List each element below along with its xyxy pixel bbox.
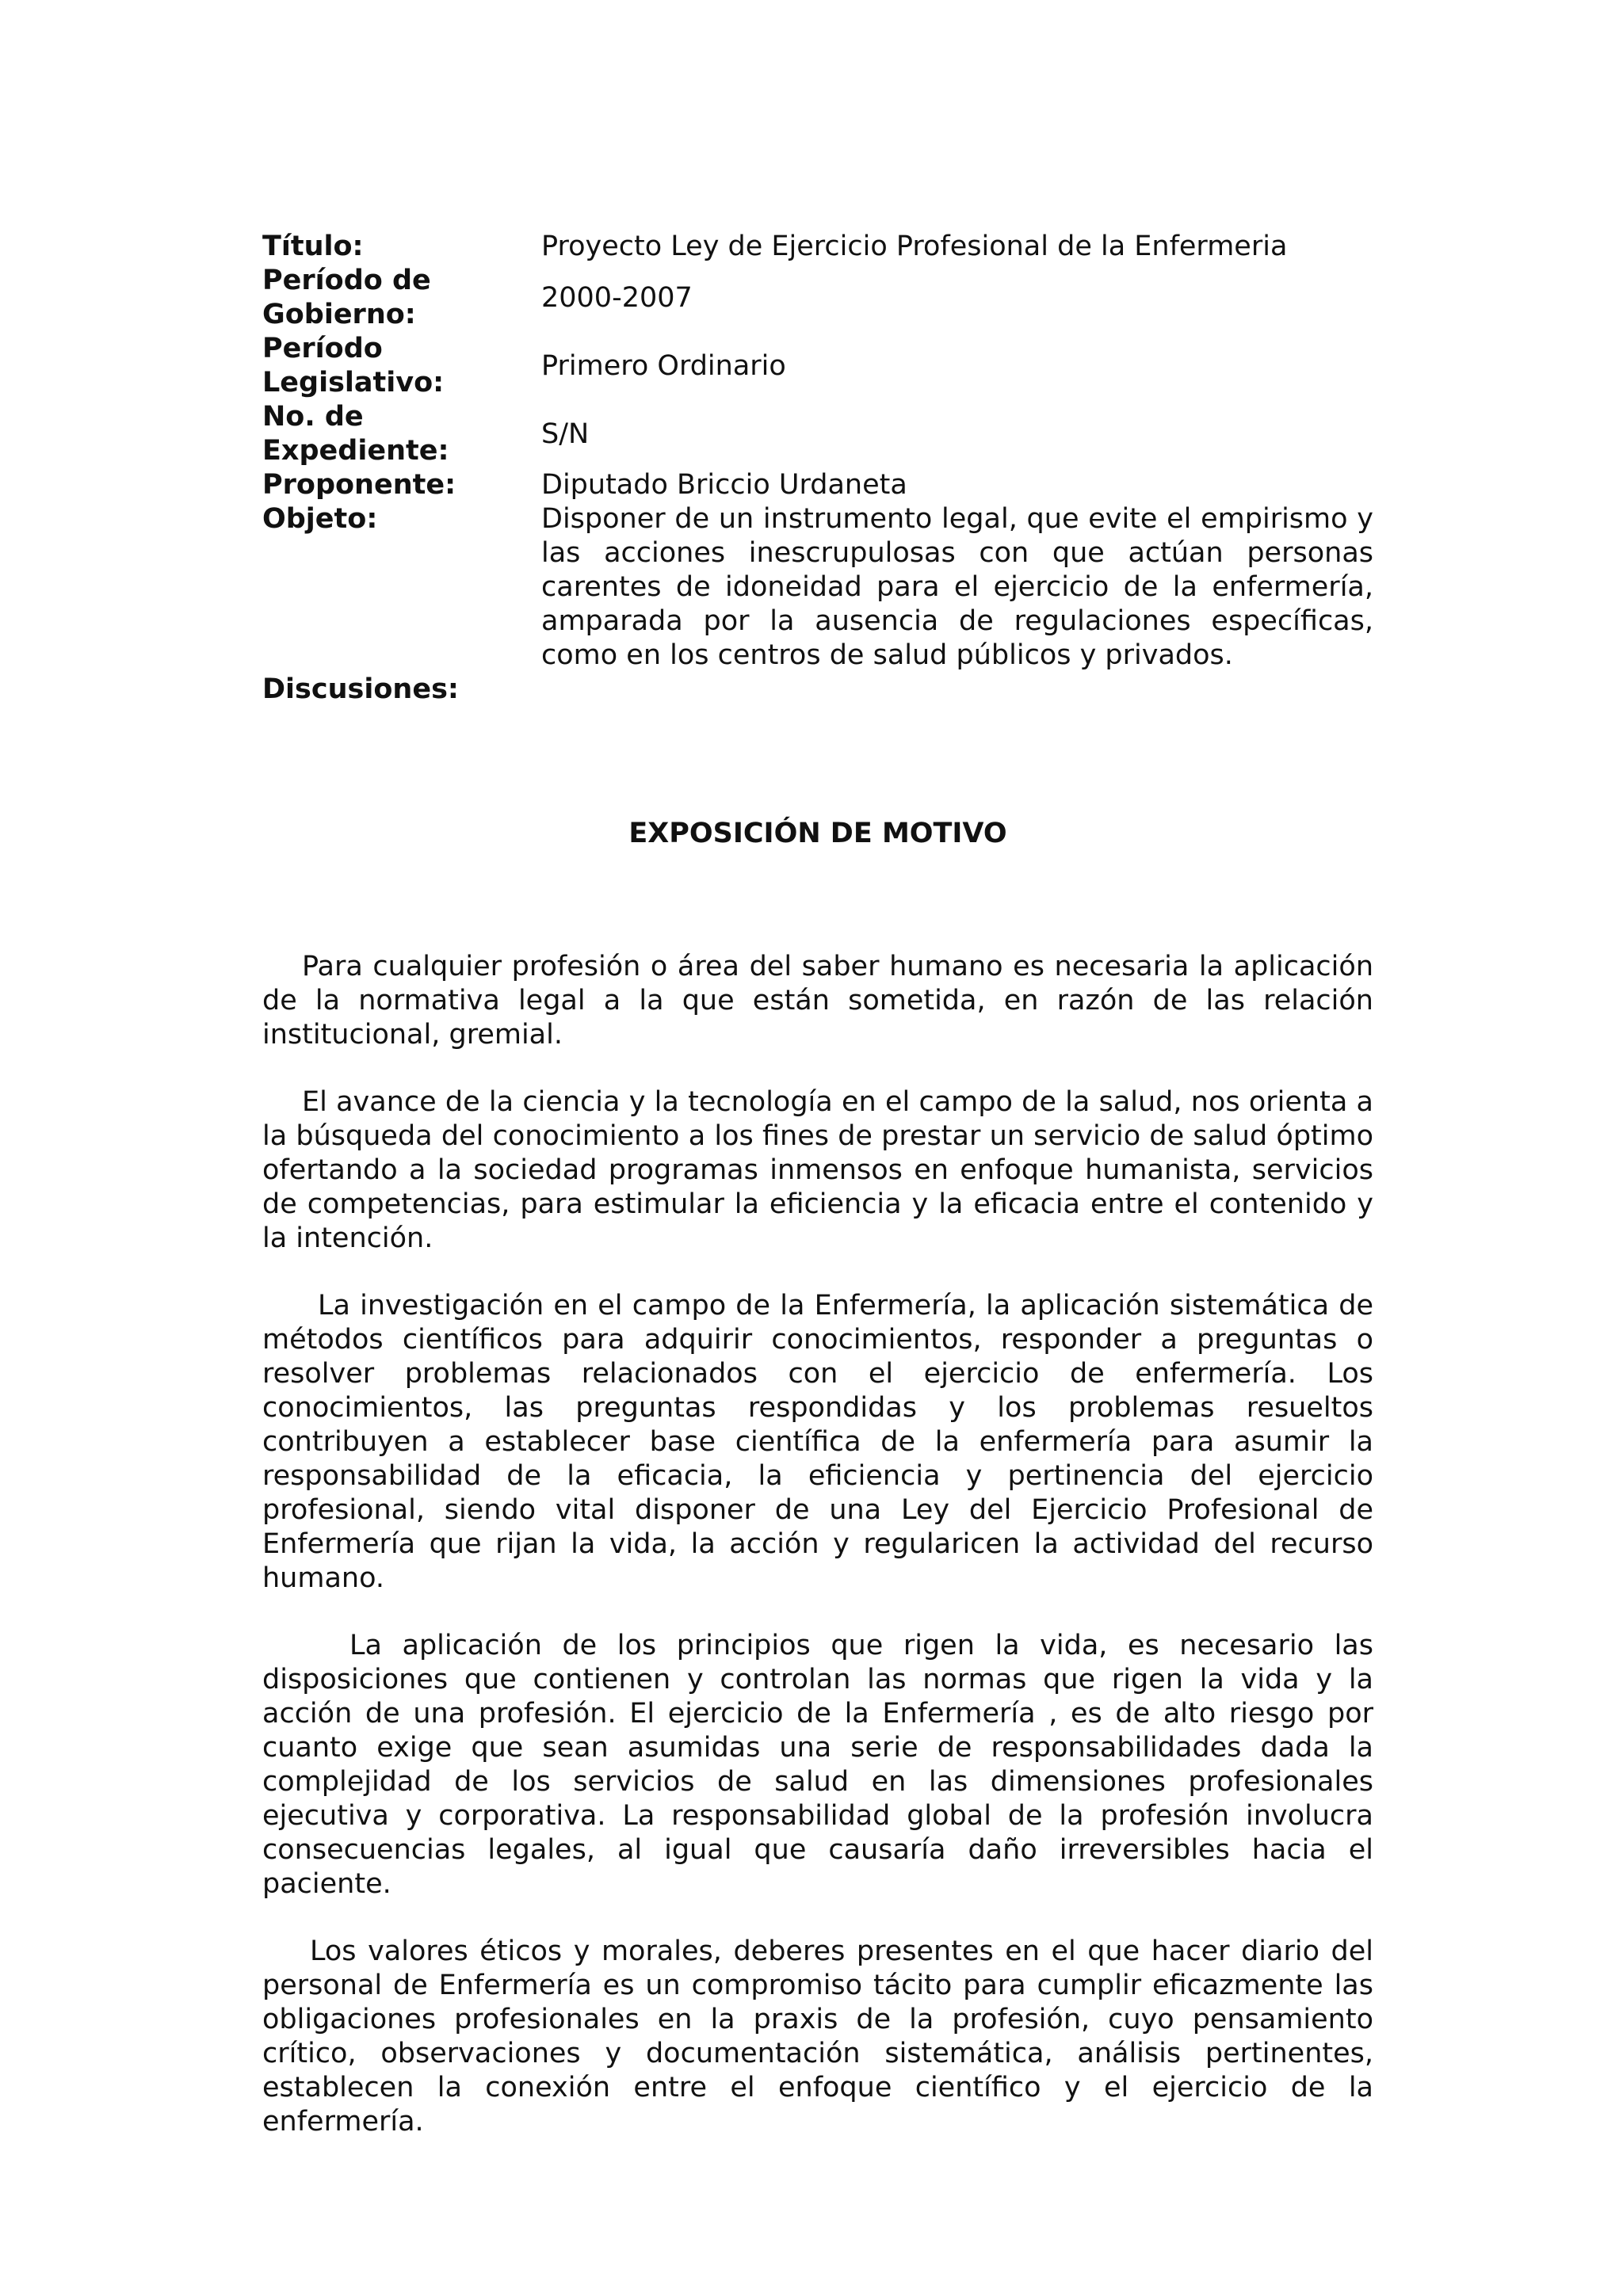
expediente-label: No. de Expediente: xyxy=(262,401,449,467)
section-heading: EXPOSICIÓN DE MOTIVO xyxy=(628,818,1007,849)
periodo-gobierno-value: 2000-2007 xyxy=(541,281,693,314)
titulo-label: Título: xyxy=(262,231,364,262)
periodo-legislativo-value: Primero Ordinario xyxy=(541,349,786,382)
record-metadata-table xyxy=(262,230,1373,707)
row-proponente xyxy=(262,468,1373,502)
paragraph: La investigación en el campo de la Enfermería, la aplicación sistemática de métodos científicos para adquirir conocimientos, responder a preguntas o resolver problemas relacionados con el ejercicio de enfermería. Los conocimientos, las preguntas respondidas y los problemas resueltos contribuyen a establecer base científica de la enfermería para asumir la responsabilidad de la eficacia, la eficiencia y pertinencia del ejercicio profesional, siendo vital disponer de una Ley del Ejercicio Profesional de Enfermería que rijan la vida, la acción y regularicen la actividad del recurso humano. xyxy=(262,1290,1373,1594)
row-objeto xyxy=(262,502,1373,673)
row-discusiones xyxy=(262,673,1373,707)
row-periodo-legislativo xyxy=(262,332,1373,400)
discusiones-label: Discusiones: xyxy=(262,673,459,705)
objeto-label: Objeto: xyxy=(262,503,378,535)
document-page xyxy=(262,230,1373,2172)
paragraph: Los valores éticos y morales, deberes presentes en el que hacer diario del personal de Enfermería es un compromiso tácito para cumplir eficazmente las obligaciones profesionales en la praxis de la profesión, cuyo pensamiento crítico, observaciones y documentación sistemática, análisis pertinentes, establecen la conexión entre el enfoque científico y el ejercicio de la enfermería. xyxy=(262,1936,1373,2138)
proponente-value: Diputado Briccio Urdaneta xyxy=(541,469,907,501)
paragraph: El avance de la ciencia y la tecnología en el campo de la salud, nos orienta a la búsqueda del conocimiento a los fines de prestar un servicio de salud óptimo ofertando a la sociedad programas inmensos en enfoque humanista, servicios de competencias, para estimular la eficiencia y la eficacia entre el contenido y la intención. xyxy=(262,1086,1373,1254)
row-titulo xyxy=(262,230,1373,264)
titulo-value: Proyecto Ley de Ejercicio Profesional de la Enfermeria xyxy=(541,231,1288,262)
proponente-label: Proponente: xyxy=(262,469,456,501)
discusiones-value xyxy=(541,673,1373,707)
expediente-value: S/N xyxy=(541,418,590,450)
row-periodo-gobierno xyxy=(262,264,1373,332)
paragraph: La aplicación de los principios que rigen la vida, es necesario las disposiciones que contienen y controlan las normas que rigen la vida y la acción de una profesión. El ejercicio de la Enfermería , es de alto riesgo por cuanto exige que sean asumidas una serie de responsabilidades dada la complejidad de los servicios de salud en las dimensiones profesionales ejecutiva y corporativa. La responsabilidad global de la profesión involucra consecuencias legales, al igual que causaría daño irreversibles hacia el paciente. xyxy=(262,1630,1373,1900)
body-text xyxy=(262,950,1373,2139)
paragraph: Para cualquier profesión o área del saber humano es necesaria la aplicación de la normativa legal a la que están sometida, en razón de las relación institucional, gremial. xyxy=(262,951,1373,1051)
row-expediente xyxy=(262,400,1373,468)
periodo-gobierno-label: Período de Gobierno: xyxy=(262,265,431,330)
periodo-legislativo-label: Período Legislativo: xyxy=(262,333,445,399)
objeto-value: Disponer de un instrumento legal, que evite el empirismo y las acciones inescrupulosas con que actúan personas carentes de idoneidad para el ejercicio de la enfermería, amparada por la ausencia de regulaciones específicas, como en los centros de salud públicos y privados. xyxy=(541,503,1373,671)
